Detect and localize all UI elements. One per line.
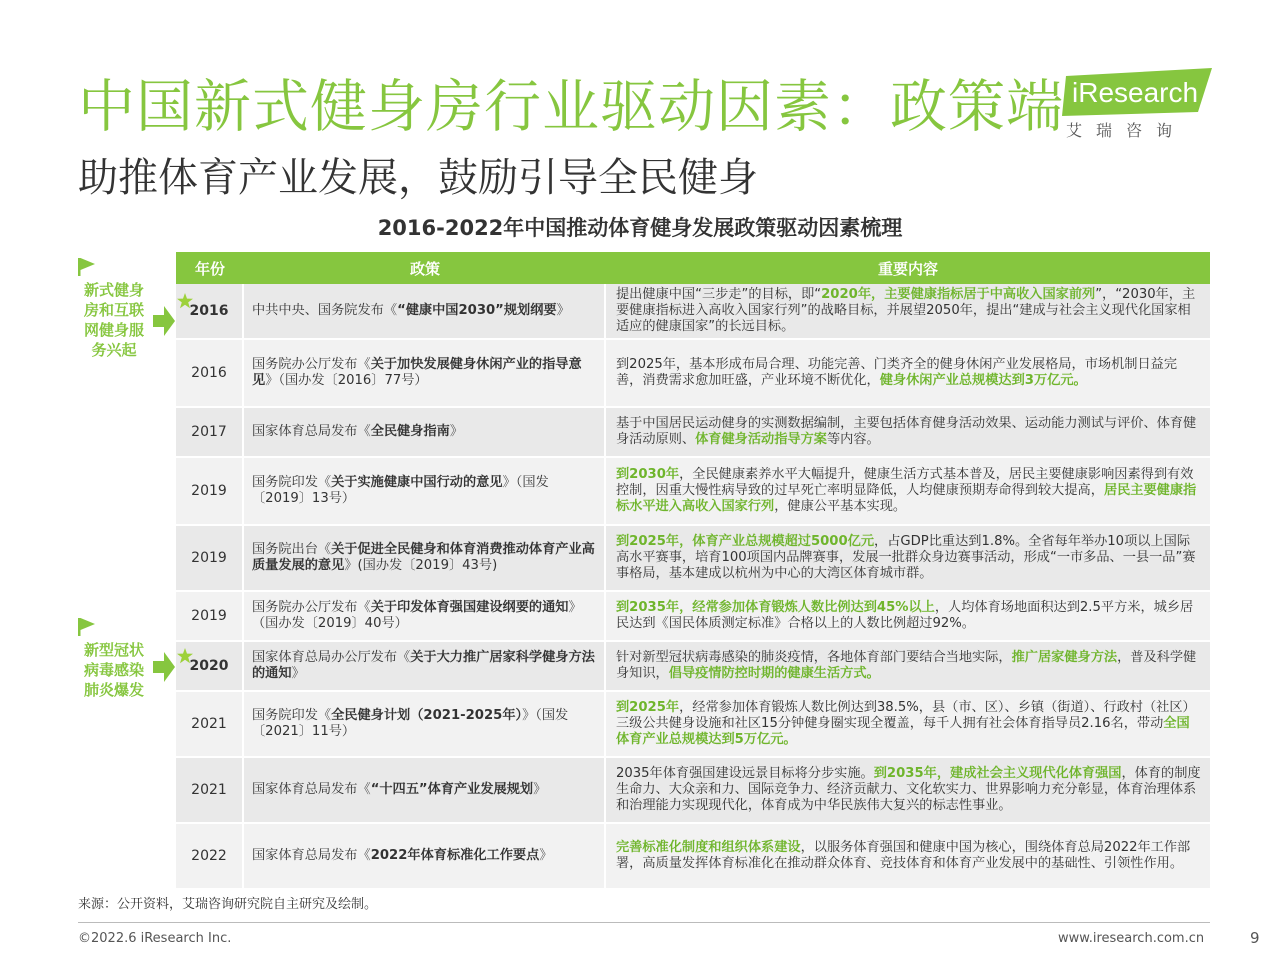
table-row: [176, 642, 1210, 692]
policy-text-segment: 》: [291, 666, 305, 681]
policy-text-segment: 国家体育总局发布《: [252, 782, 371, 797]
table-row: [176, 692, 1210, 758]
table-row: [176, 408, 1210, 458]
policy-text-segment: “健康中国2030”规划纲要: [397, 303, 557, 318]
content-text-segment: 2035年体育强国建设远景目标将分步实施。: [616, 766, 874, 781]
policy-text-segment: 关于促进全民健身和体育消费推动体育产业高质量发展的意见: [252, 542, 595, 573]
side-label-text: 新型冠状 病毒感染 肺炎爆发: [83, 641, 144, 699]
row-year: 2021: [176, 692, 244, 758]
content-text-segment: 等内容。: [827, 432, 880, 447]
arrow-right-icon: [153, 652, 175, 682]
content-text-segment: 到2035年，建成社会主义现代化体育强国: [873, 766, 1122, 781]
star-icon: [177, 648, 193, 664]
content-text-segment: ，体育的制度生命力、大众亲和力、国际竞争力、经济贡献力、文化软实力、世界影响力充分彰显，体育治理体系和治理能力实现现代化，体育成为中华民族伟大复兴的标志性事业。: [616, 766, 1201, 813]
flag-icon: [78, 618, 96, 636]
policy-text-segment: 关于大力推广居家科学健身方法的通知: [252, 650, 595, 681]
table-row: [176, 592, 1210, 642]
policy-text-segment: 》: [539, 848, 553, 863]
row-year: 2019: [176, 592, 244, 642]
content-text-segment: 到2025年，体育产业总规模超过5000亿元: [616, 534, 875, 549]
policy-text-segment: 》: [533, 782, 547, 797]
policy-text-segment: 》: [556, 303, 570, 318]
policy-text-segment: 全民健身指南: [370, 424, 450, 439]
content-text-segment: ，健康公平基本实现。: [774, 499, 907, 514]
page-number: 9: [1250, 929, 1260, 947]
policy-text-segment: 》（国办发〔2016〕77号）: [265, 373, 428, 388]
policy-text-segment: “十四五”体育产业发展规划: [370, 782, 534, 797]
content-text-segment: 针对新型冠状病毒感染的肺炎疫情，各地体育部门要结合当地实际，: [616, 650, 1012, 665]
row-content: [606, 758, 1210, 824]
row-year: 2019: [176, 458, 244, 526]
side-label-group-2: [74, 618, 154, 700]
star-icon: [177, 293, 193, 309]
row-content: [606, 284, 1210, 340]
row-year: 2022: [176, 824, 244, 890]
policy-text-segment: 国家体育总局发布《: [252, 848, 371, 863]
policy-text-segment: 全民健身计划（2021-2025年）: [331, 708, 523, 723]
row-content: [606, 692, 1210, 758]
row-content: [606, 642, 1210, 692]
row-policy: [244, 284, 606, 340]
row-year: 2017: [176, 408, 244, 458]
content-text-segment: 体育健身活动指导方案: [695, 432, 827, 447]
row-policy: [244, 692, 606, 758]
row-policy: [244, 408, 606, 458]
policy-text-segment: 国务院出台《: [252, 542, 332, 557]
content-text-segment: 到2025年，基本形成布局合理、功能完善、门类齐全的健身休闲产业发展格局，市场机制日益完善，消费需求愈加旺盛，产业环境不断优化，: [616, 357, 1178, 388]
arrow-right-icon: [153, 306, 175, 336]
content-text-segment: 健身休闲产业总规模达到3万亿元。: [879, 373, 1087, 388]
row-year: 2019: [176, 526, 244, 592]
row-policy: [244, 758, 606, 824]
policy-text-segment: 国家体育总局发布《: [252, 424, 371, 439]
row-year: 2020: [176, 642, 244, 692]
page-subtitle: 助推体育产业发展，鼓励引导全民健身: [78, 155, 758, 201]
content-text-segment: 到2035年，经常参加体育锻炼人数比例达到45%以上: [616, 600, 935, 615]
policy-text-segment: 中共中央、国务院发布《: [252, 303, 398, 318]
policy-text-segment: 国家体育总局办公厅发布《: [252, 650, 411, 665]
table-body: [176, 284, 1210, 890]
row-policy: [244, 526, 606, 592]
header-content: 重要内容: [606, 252, 1210, 284]
policy-text-segment: 国务院办公厅发布《: [252, 357, 371, 372]
row-content: [606, 592, 1210, 642]
website-link[interactable]: www.iresearch.com.cn: [1058, 931, 1205, 946]
row-policy: [244, 592, 606, 642]
content-text-segment: 基于中国居民运动健身的实测数据编制，主要包括体育健身活动效果、运动能力测试与评价、体育健身活动原则、: [616, 416, 1197, 447]
row-policy: [244, 824, 606, 890]
content-text-segment: 到2025年: [616, 700, 680, 715]
content-text-segment: ，人均体育场地面积达到2.5平方米，城乡居民达到《国民体质测定标准》合格以上的人数比例超过92%。: [616, 600, 1194, 631]
content-text-segment: ，全民健康素养水平大幅提升，健康生活方式基本普及，居民主要健康影响因素得到有效控制，因重大慢性病导致的过早死亡率明显降低，人均健康预期寿命得到较大提高，: [616, 467, 1194, 498]
page-title: 中国新式健身房行业驱动因素：政策端: [78, 74, 1064, 140]
policy-text-segment: 2022年体育标准化工作要点: [370, 848, 540, 863]
iresearch-logo: [1062, 68, 1217, 146]
row-policy: [244, 642, 606, 692]
side-label-text: 新式健身 房和互联 网健身服 务兴起: [83, 281, 144, 359]
logo-brand-cn: 艾瑞咨询: [1066, 121, 1187, 140]
copyright: ©2022.6 iResearch Inc.: [78, 931, 232, 946]
row-content: [606, 526, 1210, 592]
policy-text-segment: 》（国办发〔2019〕40号）: [252, 600, 582, 631]
side-label-group-1: [74, 258, 154, 360]
row-year: 2021: [176, 758, 244, 824]
row-content: [606, 340, 1210, 408]
policy-text-segment: 关于加快发展健身休闲产业的指导意见: [252, 357, 582, 388]
policy-table: [176, 252, 1210, 890]
content-text-segment: 2020年，主要健康指标居于中高收入国家前列: [821, 287, 1096, 302]
policy-text-segment: 》: [449, 424, 463, 439]
table-row: [176, 458, 1210, 526]
policy-text-segment: 关于印发体育强国建设纲要的通知: [370, 600, 569, 615]
content-text-segment: ，以服务体育强国和健康中国为核心，围绕体育总局2022年工作部署，高质量发挥体育标准化在推动群众体育、竞技体育和体育产业发展中的基础性、引领性作用。: [616, 840, 1191, 871]
content-text-segment: 倡导疫情防控时期的健康生活方式。: [668, 666, 880, 681]
policy-text-segment: 》（国发〔2021〕11号）: [252, 708, 569, 739]
logo-brand-text: iResearch: [1072, 77, 1199, 108]
footer-divider: [78, 922, 1210, 923]
source-note: 来源：公开资料，艾瑞咨询研究院自主研究及绘制。: [78, 897, 378, 912]
content-text-segment: ”，“2030年，主要健康指标进入高收入国家行列”的战略目标，并展望2050年，提出“建成与社会主义现代化国家相适应的健康国家”的长远目标。: [616, 287, 1196, 334]
table-title: 2016-2022年中国推动体育健身发展政策驱动因素梳理: [377, 216, 903, 240]
policy-text-segment: 》(国办发〔2019〕43号): [344, 558, 498, 573]
header-year: 年份: [176, 252, 244, 284]
policy-text-segment: 国务院办公厅发布《: [252, 600, 371, 615]
row-content: [606, 408, 1210, 458]
row-policy: [244, 458, 606, 526]
policy-text-segment: 》（国发〔2019〕13号）: [252, 475, 549, 506]
content-text-segment: 完善标准化制度和组织体系建设: [616, 840, 801, 855]
content-text-segment: 到2030年: [616, 467, 680, 482]
row-year: 2016: [176, 284, 244, 340]
table-header-row: [176, 252, 1210, 284]
table-row: [176, 340, 1210, 408]
header-policy: 政策: [244, 252, 606, 284]
content-text-segment: 推广居家健身方法: [1011, 650, 1118, 665]
content-text-segment: 全国体育产业总规模达到5万亿元。: [616, 716, 1190, 747]
content-text-segment: ，经常参加体育锻炼人数比例达到38.5%，县（市、区）、乡镇（街道）、行政村（社区）三级公共健身设施和社区15分钟健身圈实现全覆盖，每千人拥有社会体育指导员2.16名，带动: [616, 700, 1196, 731]
flag-icon: [78, 258, 96, 276]
table-row: [176, 758, 1210, 824]
table-row: [176, 284, 1210, 340]
policy-text-segment: 国务院印发《: [252, 708, 332, 723]
policy-text-segment: 关于实施健康中国行动的意见: [331, 475, 503, 490]
row-year: 2016: [176, 340, 244, 408]
row-content: [606, 824, 1210, 890]
content-text-segment: ，占GDP比重达到1.8%。全省每年举办10项以上国际高水平赛事，培育100项国内品牌赛事，发展一批群众身边赛事活动，形成“一市多品、一县一品”赛事格局，基本建成以杭州为中心的大湾区体育城市群。: [616, 534, 1196, 581]
content-text-segment: 居民主要健康指标水平进入高收入国家行列: [616, 483, 1197, 514]
row-content: [606, 458, 1210, 526]
content-text-segment: ，普及科学健身知识，: [616, 650, 1197, 681]
content-text-segment: 提出健康中国“三步走”的目标，即“: [616, 287, 822, 302]
table-row: [176, 526, 1210, 592]
table-row: [176, 824, 1210, 890]
policy-text-segment: 国务院印发《: [252, 475, 332, 490]
row-policy: [244, 340, 606, 408]
